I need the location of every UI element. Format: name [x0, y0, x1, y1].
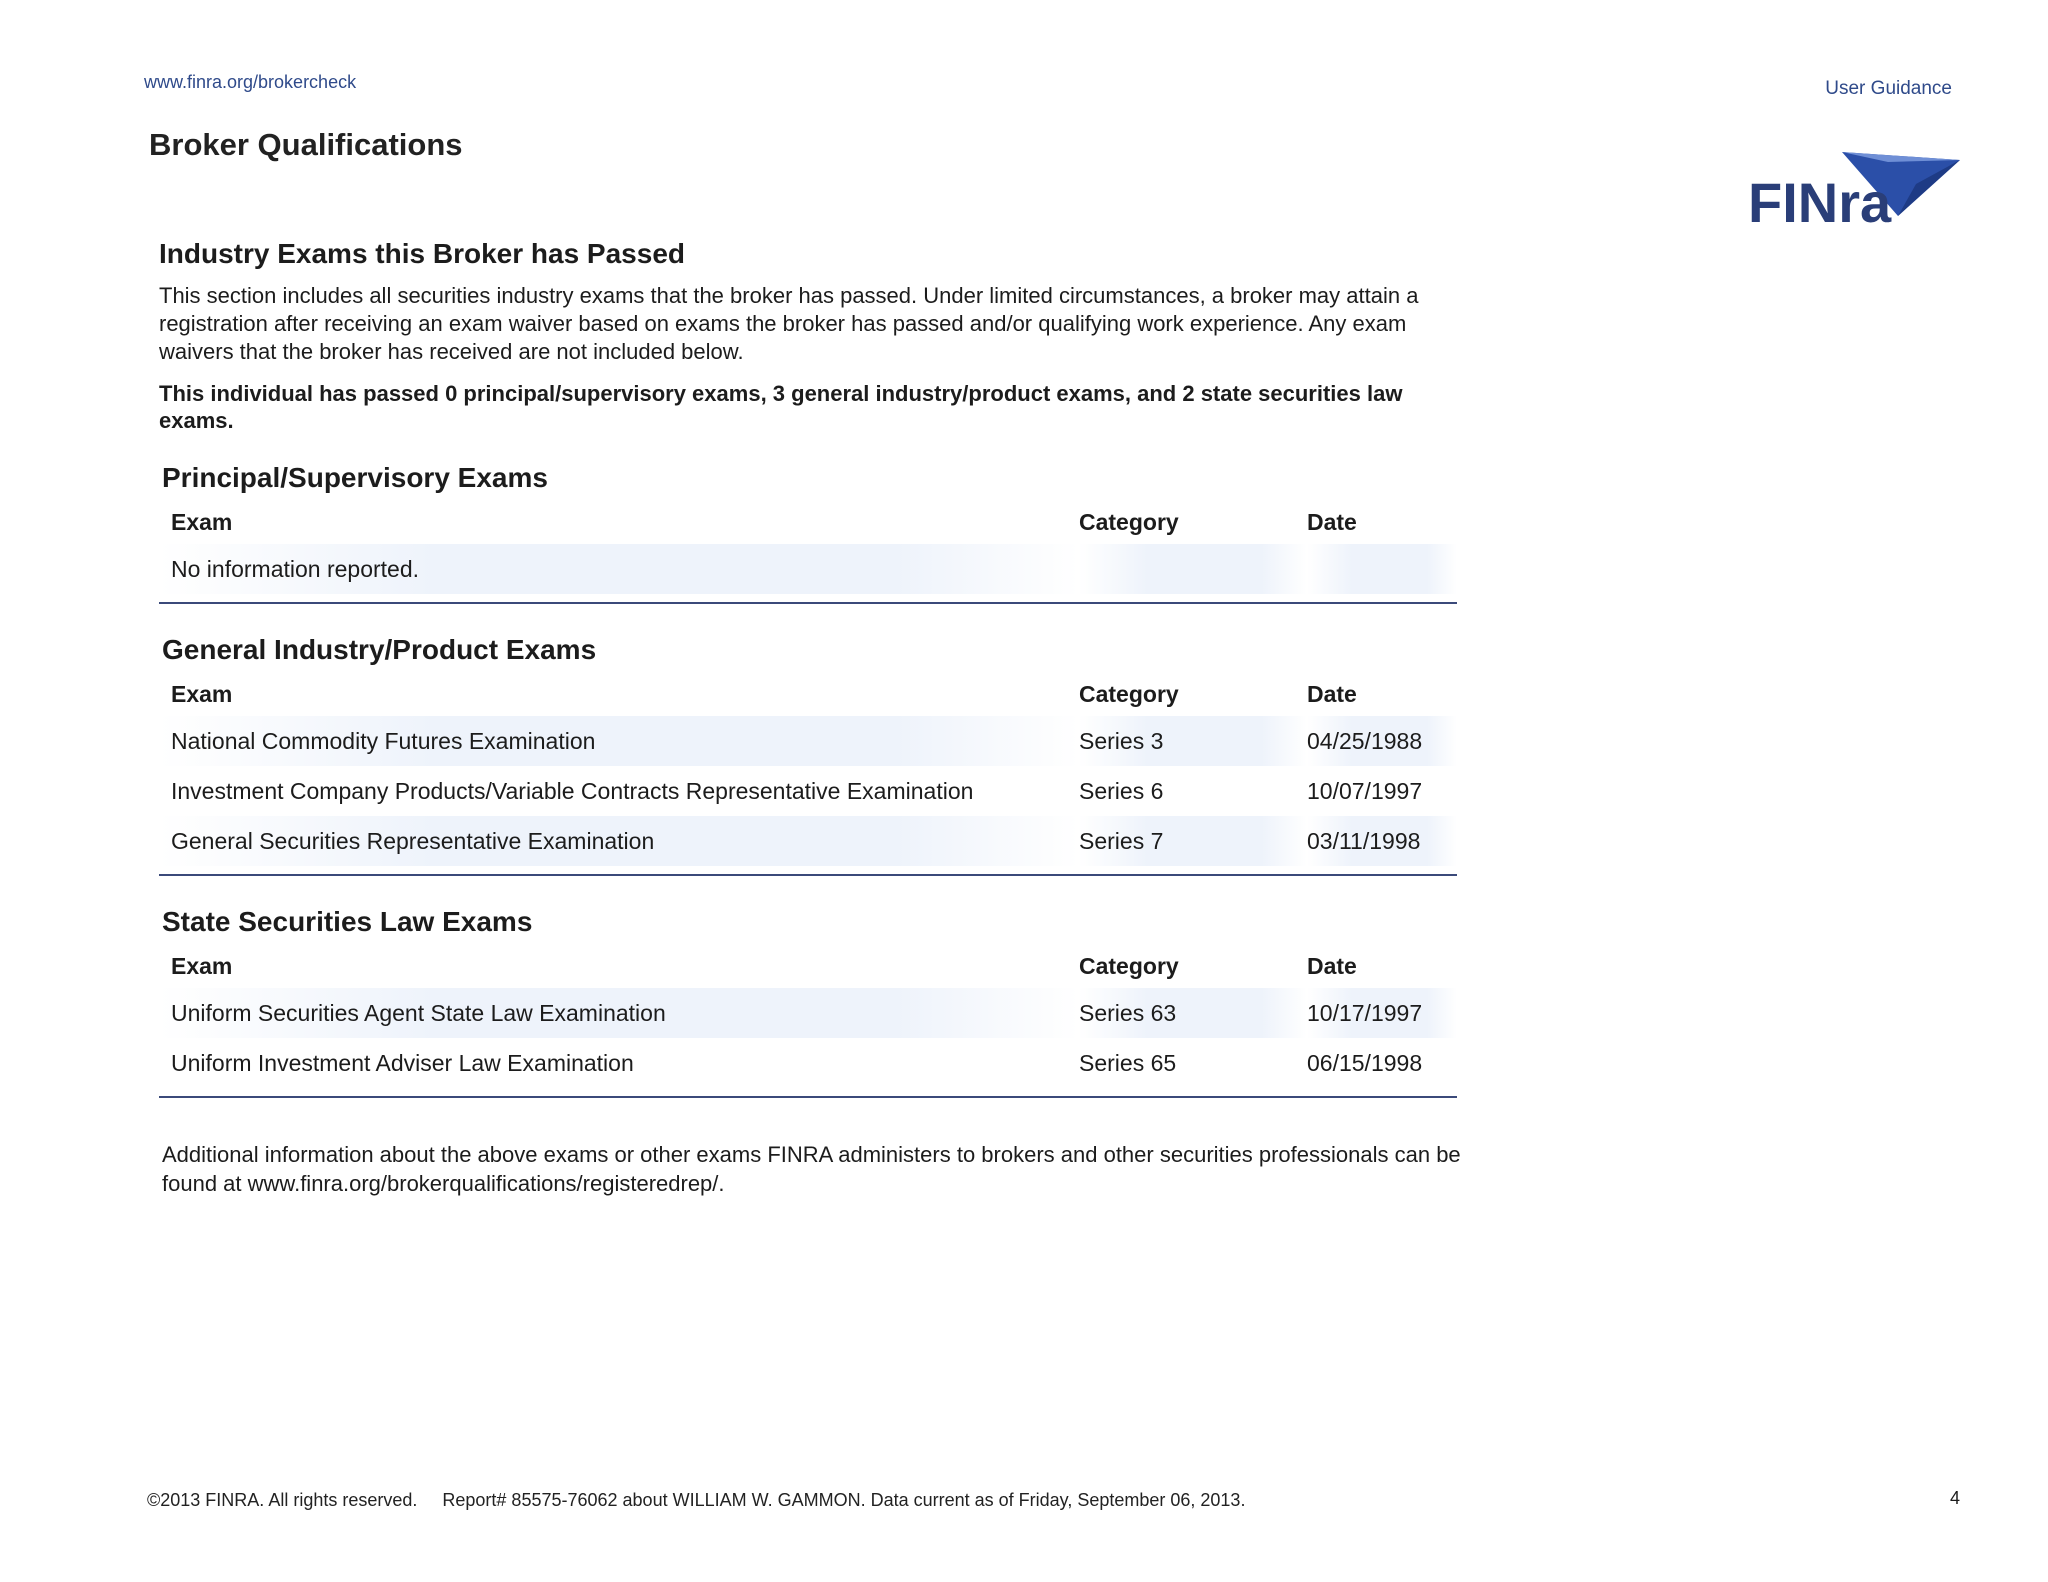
exam-name: National Commodity Futures Examination [159, 716, 1079, 766]
intro-section-title: Industry Exams this Broker has Passed [159, 238, 685, 269]
exam-date: 06/15/1998 [1307, 1049, 1423, 1076]
exam-category: Series 7 [1079, 816, 1307, 866]
section-divider [159, 602, 1457, 604]
column-header-date: Date [1307, 680, 1357, 707]
table-row [159, 716, 1457, 766]
column-header-exam: Exam [171, 952, 233, 979]
exam-name: General Securities Representative Examination [159, 816, 1079, 866]
general-exams-title: General Industry/Product Exams [162, 634, 597, 665]
exam-category: Series 3 [1079, 716, 1307, 766]
table-header-row [159, 944, 1457, 988]
exam-name: Uniform Securities Agent State Law Examination [159, 988, 1079, 1038]
table-row [159, 1038, 1457, 1088]
finra-triangle-logo-icon [1748, 146, 1964, 230]
brokercheck-url-link[interactable]: www.finra.org/brokercheck [144, 72, 357, 92]
exam-date: 04/25/1988 [1307, 716, 1457, 766]
copyright: ©2013 FINRA. All rights reserved. [147, 1490, 418, 1510]
table-header-row [159, 500, 1457, 544]
exam-category: Series 63 [1079, 988, 1307, 1038]
exam-date: 03/11/1998 [1307, 816, 1457, 866]
table-row [159, 544, 1457, 594]
footer [147, 1490, 1265, 1511]
state-exams-title: State Securities Law Exams [162, 906, 533, 937]
state-exams-table [159, 944, 1457, 1088]
exam-date: 10/17/1997 [1307, 988, 1457, 1038]
column-header-category: Category [1079, 508, 1179, 535]
section-divider [159, 1096, 1457, 1098]
intro-description: This section includes all securities industry exams that the broker has passed. Under limited circumstances, a broker may attain a registration after receiving an exam waiver based on exams the broker has passed and/or qualifying work experience. Any exam waivers that the broker has received are not included below. [159, 283, 1419, 364]
column-header-category: Category [1079, 952, 1179, 979]
report-info: Report# 85575-76062 about WILLIAM W. GAMMON. Data current as of Friday, September 06, 2013. [442, 1490, 1246, 1510]
column-header-exam: Exam [171, 680, 233, 707]
table-row [159, 988, 1457, 1038]
table-header-row [159, 672, 1457, 716]
finra-logo [1748, 146, 1964, 230]
general-exams-section [159, 634, 1457, 876]
column-header-exam: Exam [171, 508, 233, 535]
state-exams-section [159, 906, 1457, 1098]
column-header-category: Category [1079, 680, 1179, 707]
page-number: 4 [1950, 1488, 1961, 1508]
exam-category: Series 6 [1079, 777, 1164, 804]
exam-name: Uniform Investment Adviser Law Examination [171, 1049, 634, 1076]
principal-exams-table [159, 500, 1457, 594]
principal-exams-section [159, 462, 1457, 604]
exam-date: 10/07/1997 [1307, 777, 1423, 804]
empty-message: No information reported. [159, 544, 1079, 594]
column-header-date: Date [1307, 508, 1357, 535]
exam-summary: This individual has passed 0 principal/supervisory exams, 3 general industry/product exams, and 2 state securities law exams. [159, 381, 1403, 433]
table-row [159, 766, 1457, 816]
additional-info: Additional information about the above exams or other exams FINRA administers to brokers and other securities professionals can be found at www.finra.org/brokerqualifications/registeredrep/. [162, 1142, 1461, 1196]
table-row [159, 816, 1457, 866]
principal-exams-title: Principal/Supervisory Exams [162, 462, 548, 493]
exam-category: Series 65 [1079, 1049, 1177, 1076]
finra-logo-text: FINra [1748, 171, 1892, 230]
page-title: Broker Qualifications [149, 127, 463, 162]
general-exams-table [159, 672, 1457, 866]
exam-name: Investment Company Products/Variable Contracts Representative Examination [171, 777, 974, 804]
column-header-date: Date [1307, 952, 1357, 979]
user-guidance-link[interactable]: User Guidance [1825, 78, 1952, 99]
intro-section [159, 238, 1459, 434]
section-divider [159, 874, 1457, 876]
